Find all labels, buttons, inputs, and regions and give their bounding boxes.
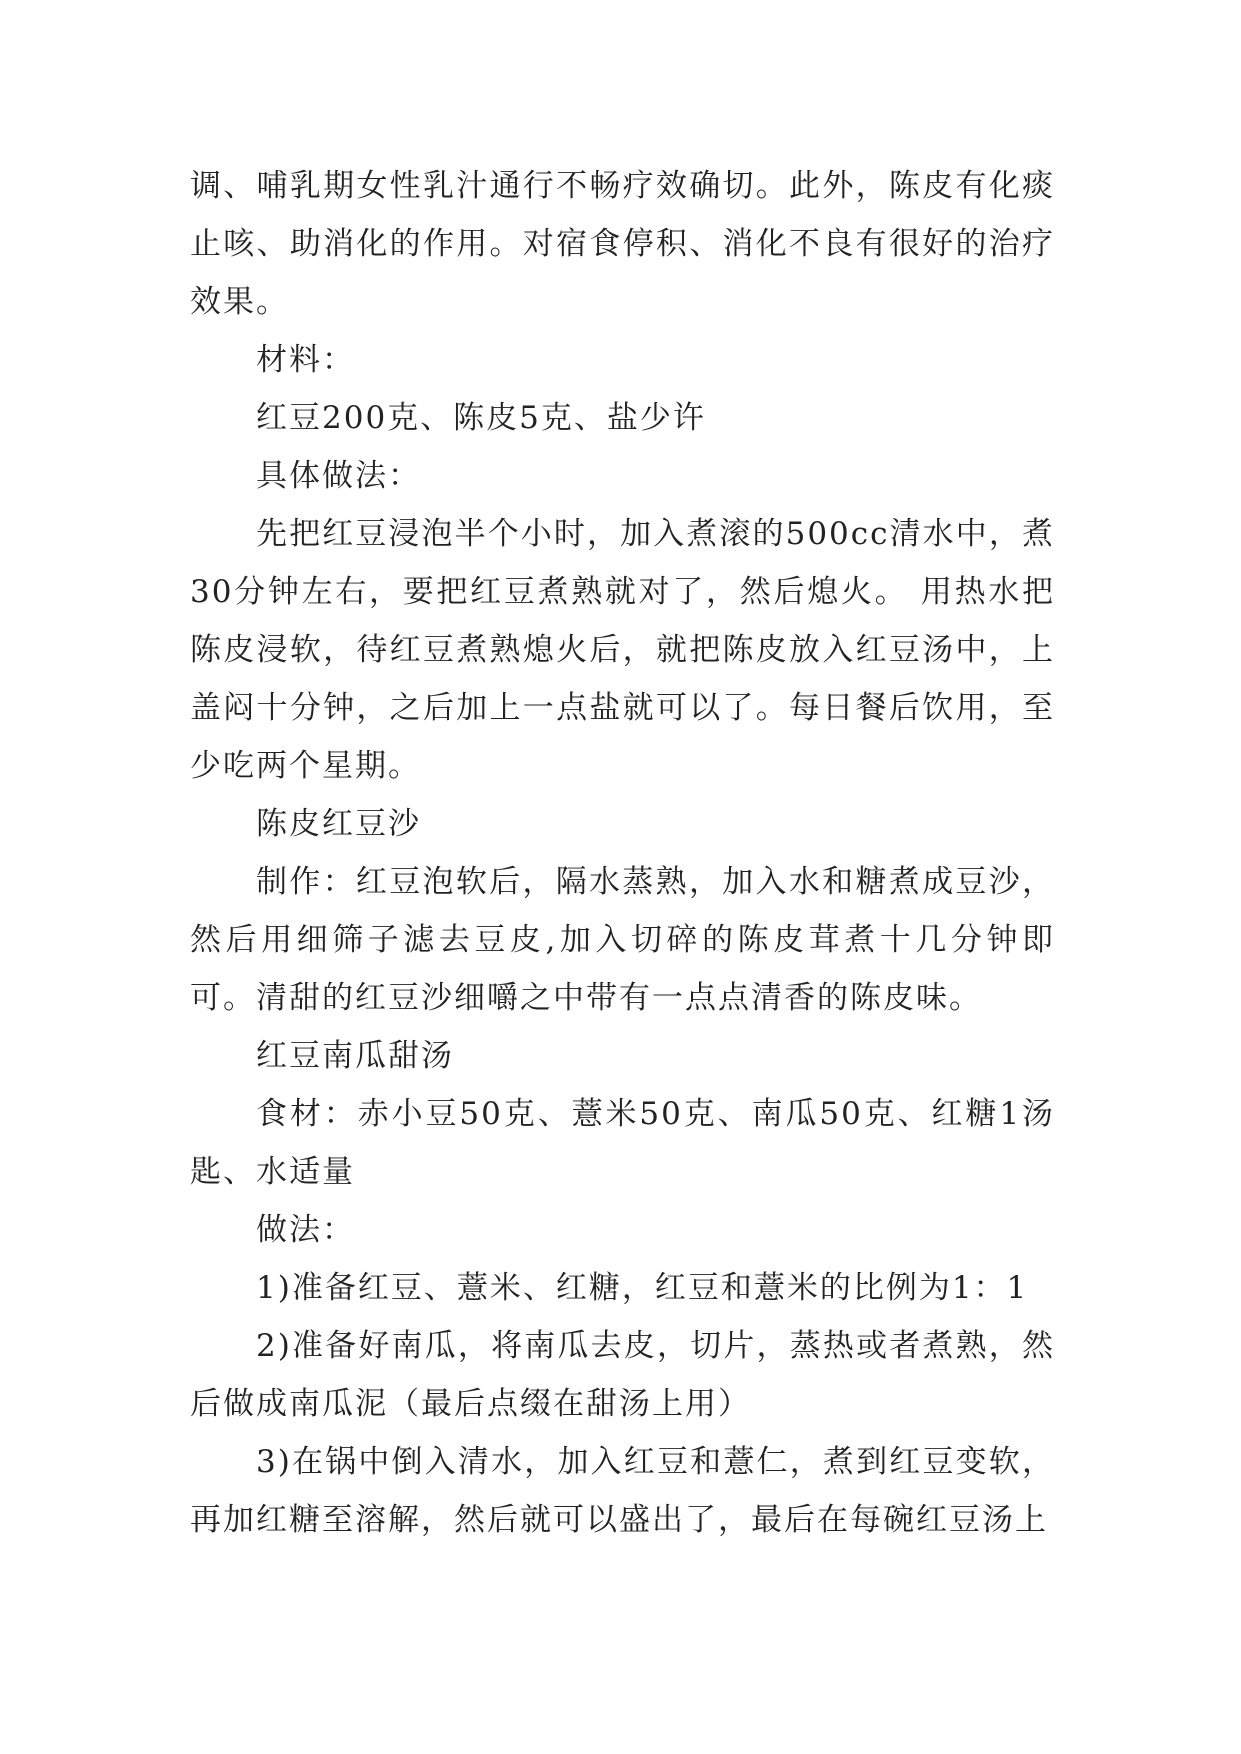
paragraph-recipe-title-pumpkin-soup: 红豆南瓜甜汤: [256, 1038, 454, 1074]
paragraph-ingredients: 食材：赤小豆50克、薏米50克、南瓜50克、红糖1汤匙、水适量: [190, 1096, 1055, 1190]
paragraph-step-2: 2)准备好南瓜，将南瓜去皮，切片，蒸热或者煮熟，然后做成南瓜泥（最后点缀在甜汤上用）: [190, 1328, 1055, 1422]
document-body: [190, 157, 1055, 1549]
paragraph-intro-continuation: 调、哺乳期女性乳汁通行不畅疗效确切。此外，陈皮有化痰止咳、助消化的作用。对宿食停积、消化不良有很好的治疗效果。: [190, 168, 1055, 320]
paragraph-recipe-making: 制作：红豆泡软后，隔水蒸熟，加入水和糖煮成豆沙，然后用细筛子滤去豆皮,加入切碎的陈皮茸煮十几分钟即可。清甜的红豆沙细嚼之中带有一点点清香的陈皮味。: [190, 864, 1055, 1016]
paragraph-step-1: 1)准备红豆、薏米、红糖，红豆和薏米的比例为1：1: [256, 1270, 1029, 1306]
paragraph-method-steps: 先把红豆浸泡半个小时，加入煮滚的500cc清水中，煮30分钟左右，要把红豆煮熟就对了，然后熄火。 用热水把陈皮浸软，待红豆煮熟熄火后，就把陈皮放入红豆汤中，上盖闷十分钟，之后加上一点盐就可以了。每日餐后饮用，至少吃两个星期。: [190, 516, 1055, 784]
paragraph-materials-heading: 材料：: [256, 342, 355, 378]
paragraph-materials-list: 红豆200克、陈皮5克、盐少许: [256, 400, 706, 436]
paragraph-step-3: 3)在锅中倒入清水，加入红豆和薏仁，煮到红豆变软，再加红糖至溶解，然后就可以盛出了，最后在每碗红豆汤上: [190, 1444, 1055, 1538]
paragraph-steps-heading: 做法：: [256, 1212, 355, 1248]
paragraph-recipe-title-chenpi-hongdousha: 陈皮红豆沙: [256, 806, 421, 842]
paragraph-method-heading: 具体做法：: [256, 458, 421, 494]
